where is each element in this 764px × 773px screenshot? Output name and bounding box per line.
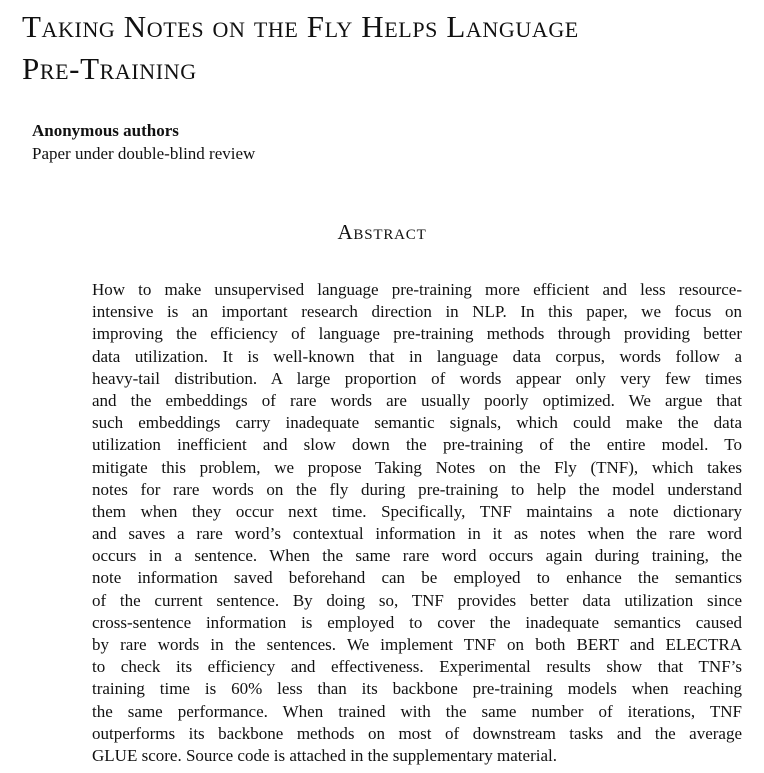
paper-title-line: Pre-Training <box>22 51 197 86</box>
author-affiliation: Paper under double-blind review <box>32 144 256 163</box>
abstract-line: by rare words in the sentences. We implement TNF on both BERT and ELECTRA <box>92 635 742 654</box>
abstract-line: note information saved beforehand can be employed to enhance the semantics <box>92 568 742 588</box>
abstract-line: intensive is an important research direction in NLP. In this paper, we focus on <box>92 302 742 322</box>
author-names: Anonymous authors <box>32 121 179 140</box>
abstract-line: such embeddings carry inadequate semantic signals, which could make the data <box>92 413 742 433</box>
abstract-line: data utilization. It is well-known that in language data corpus, words follow a <box>92 346 742 366</box>
abstract-line: utilization inefficient and slow down the pre-training of the entire model. To <box>92 435 742 455</box>
abstract-line: mitigate this problem, we propose Taking Notes on the Fly (TNF), which takes <box>92 457 742 477</box>
abstract-line: heavy-tail distribution. A large proportion of words appear only very few times <box>92 368 742 388</box>
abstract-line: and the embeddings of rare words are usually poorly optimized. We argue that <box>92 390 742 410</box>
abstract-line: cross-sentence information is employed to cover the inadequate semantics caused <box>92 612 742 632</box>
abstract-line: How to make unsupervised language pre-training more efficient and less resource- <box>92 280 742 299</box>
abstract-line: them when they occur next time. Specifically, TNF maintains a note dictionary <box>92 501 742 521</box>
abstract-line: GLUE score. Source code is attached in the supplementary material. <box>92 745 557 765</box>
abstract-line: occurs in a sentence. When the same rare word occurs again during training, the <box>92 546 742 566</box>
abstract-line: the same performance. When trained with the same number of iterations, TNF <box>92 701 742 721</box>
paper-title-line: Taking Notes on the Fly Helps Language <box>22 9 579 44</box>
abstract-line: improving the efficiency of language pre-training methods through providing better <box>92 324 742 344</box>
author-block <box>32 119 255 165</box>
abstract-line: training time is 60% less than its backbone pre-training models when reaching <box>92 679 742 699</box>
abstract-line: outperforms its backbone methods on most of downstream tasks and the average <box>92 723 742 743</box>
abstract-line: notes for rare words on the fly during pre-training to help the model understand <box>92 479 742 499</box>
abstract-line: to check its efficiency and effectiveness. Experimental results show that TNF’s <box>92 657 742 677</box>
abstract-heading: Abstract <box>337 220 427 244</box>
abstract-line: and saves a rare word’s contextual information in it as notes when the rare word <box>92 524 742 544</box>
paper-title <box>22 6 742 90</box>
abstract-line: of the current sentence. By doing so, TNF provides better data utilization since <box>92 590 742 610</box>
abstract-body <box>92 279 742 767</box>
